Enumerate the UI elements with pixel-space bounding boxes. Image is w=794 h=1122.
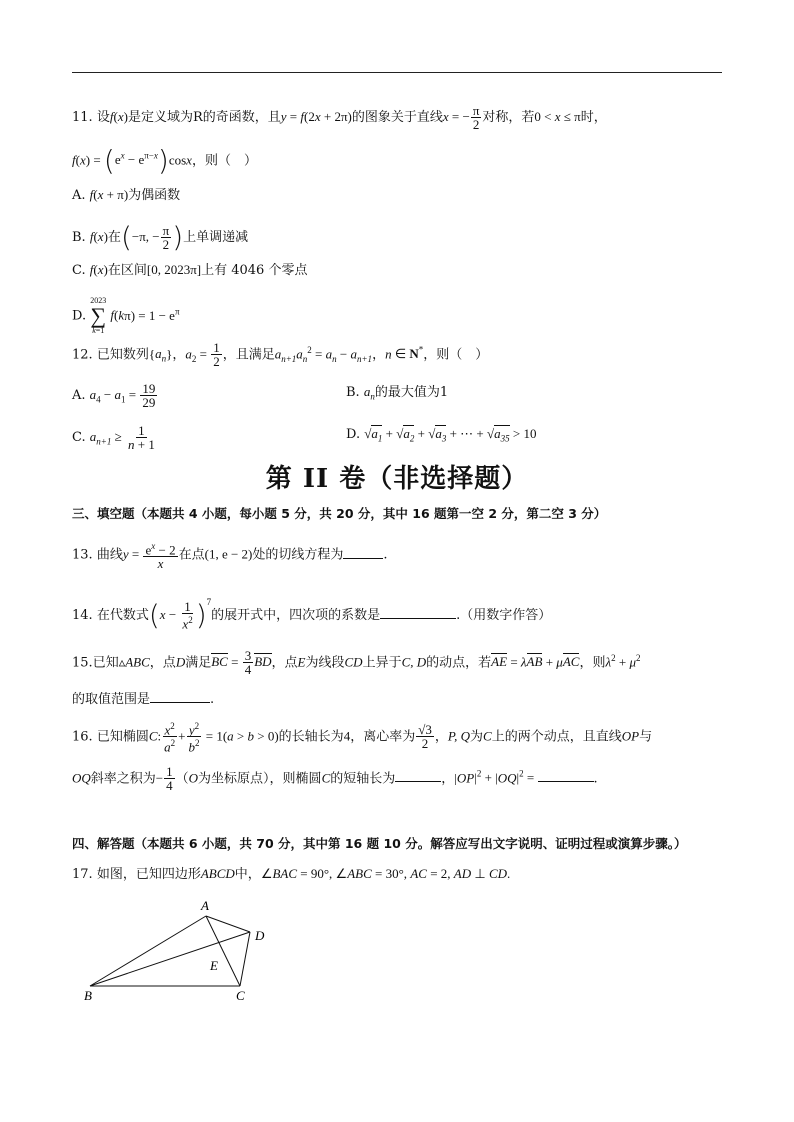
part-3-heading: 三、填空题（本题共 4 小题，每小题 5 分，共 20 分，其中 16 题第一空 2 分，第二空 3 分） xyxy=(72,506,607,521)
quadrilateral-figure xyxy=(80,898,280,1008)
section-2-title: 第 II 卷（非选择题） xyxy=(265,464,529,494)
segment-cd xyxy=(240,932,250,986)
q13: 13. 曲线y = $\frac{e^x - 2}{x}$ 在点(1, e − 2)处的切线方程为 . xyxy=(72,541,388,572)
label-c: C xyxy=(236,988,245,1003)
label-b: B xyxy=(84,988,92,1003)
q12-stem: 12. 已知数列$\{a_n\}$，$a_2$ = $\frac{1}{2}$ ，且满足$a_{n+1}a_n^2 = a_n - a_{n+1}$，n ∈ N*，则（ ） xyxy=(72,340,489,370)
q12-option-c: C. $a_{n+1}$ ≥ $\frac{1}{n + 1}$ xyxy=(72,423,155,452)
label-a: A xyxy=(201,898,209,913)
segment-ab xyxy=(90,916,206,986)
q11-option-b: B. f(x)在(−π, − $\frac{\pi}{2}$ )上单调递减 xyxy=(72,220,249,254)
q11-option-c: C. f(x)在区间[0, 2023π]上有 4046 个零点 xyxy=(72,262,308,278)
label-e: E xyxy=(210,958,218,973)
segment-bd xyxy=(90,932,250,986)
q11-number: 11. xyxy=(72,110,93,125)
label-d: D xyxy=(255,928,265,943)
q15-line2: 的取值范围是 . xyxy=(72,688,214,710)
answer-blank[interactable] xyxy=(150,688,210,703)
q12-option-a: A. $a_4 - a_1$ = $\frac{19}{29}$ xyxy=(72,381,156,410)
q17: 17. 如图，已知四边形ABCD中，∠BAC = 90°, ∠ABC = 30°, AC = 2, AD ⊥ CD. xyxy=(72,866,511,882)
q16-line2: OQ斜率之积为− $\frac{1}{4}$ （O为坐标原点），则椭圆C的短轴长为 ，$|OP|^2 + |OQ|^2$ = . xyxy=(72,764,598,794)
q12-number: 12. xyxy=(72,347,93,363)
q14: 14. 在代数式(x − $\frac{1}{x^2}$ )$^7$的展开式中，四次项的系数是 .（用数字作答） xyxy=(72,597,552,632)
q15: 15.已知▵ABC，点D满足BC = $\frac{3}{4}$ BD，点E为线段CD上异于C, D的动点，若AE = λAB + μAC，则$\lambda^2 + \mu^2$ xyxy=(72,648,641,678)
answer-blank[interactable] xyxy=(395,767,441,782)
part-4-heading: 四、解答题（本题共 6 小题，共 70 分，其中第 16 题 10 分。解答应写出文字说明、证明过程或演算步骤。） xyxy=(72,836,687,851)
header-rule xyxy=(72,72,722,73)
q11-option-a: A. f(x + π)为偶函数 xyxy=(72,187,181,203)
q11-option-d: D. 2023 ∑ k=1 $f(k\pi) = 1 - e^\pi$ xyxy=(72,296,180,335)
q11-stem: 11. 设f(x)是定义域为R的奇函数，且y = f(2x + 2π)的图象关于直线x = − $\frac{\pi}{2}$ 对称，若0 < x ≤ π时， xyxy=(72,103,607,132)
q11-function: $f(x) = (e^x - e^{\pi-x})\cos x$，则（ ） xyxy=(72,143,257,177)
answer-blank[interactable] xyxy=(343,544,383,559)
q12-option-d: D. $√a_1 + √a_2 + √a_3$ + ⋯ + $√a_{35} > 10$ xyxy=(346,426,537,444)
answer-blank[interactable] xyxy=(380,604,456,619)
answer-blank[interactable] xyxy=(538,767,594,782)
q16: 16. 已知椭圆C: $\frac{x^2}{a^2}$ + $\frac{y^2}{b^2}$ = 1(a > b > 0)的长轴长为4，离心率为 $\frac{√3}{2}$ ，P, Q为C上的两个动点，且直线OP与 xyxy=(72,721,653,755)
q12-option-b: B. $a_n$的最大值为1 xyxy=(346,384,449,402)
